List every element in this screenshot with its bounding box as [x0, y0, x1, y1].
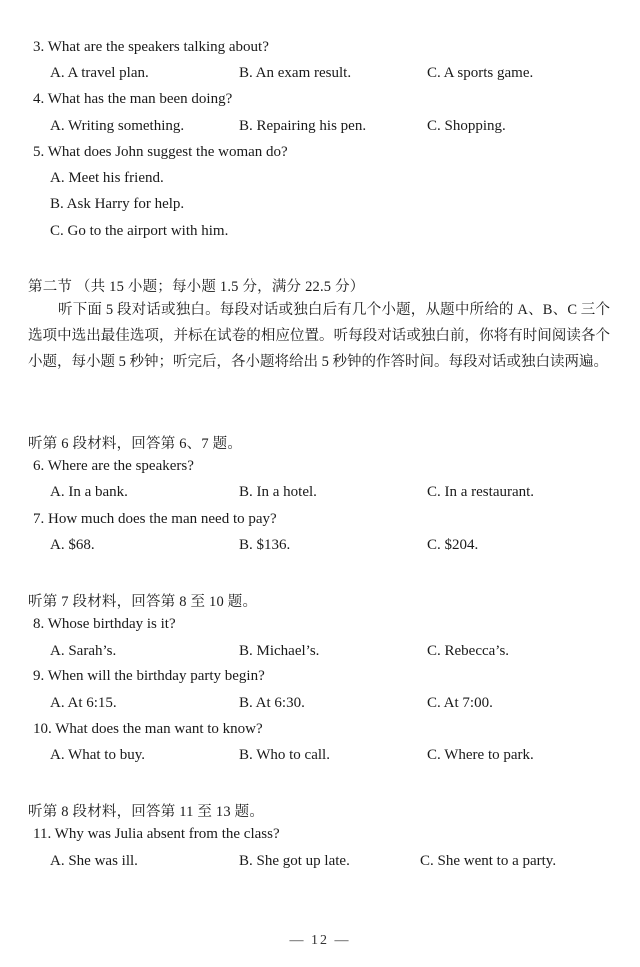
- option-a: A. A travel plan.: [50, 65, 149, 81]
- option-b: B. $136.: [239, 537, 291, 553]
- question-stem: 6. Where are the speakers?: [33, 458, 194, 474]
- option-b: B. Who to call.: [239, 747, 330, 763]
- option-c: C. Shopping.: [427, 118, 506, 134]
- group-intro: 听第 6 段材料，回答第 6、7 题。: [28, 436, 243, 452]
- option-c: C. She went to a party.: [420, 853, 557, 869]
- option-a: A. Writing something.: [50, 118, 185, 134]
- option-a: A. Sarah’s.: [50, 643, 117, 659]
- group-intro: 听第 7 段材料，回答第 8 至 10 题。: [28, 594, 258, 610]
- option-c: C. A sports game.: [427, 65, 534, 81]
- question-stem: 3. What are the speakers talking about?: [33, 39, 269, 55]
- question-stem: 7. How much does the man need to pay?: [33, 511, 277, 527]
- option-b: B. She got up late.: [239, 853, 350, 869]
- option-a: A. She was ill.: [50, 853, 138, 869]
- question-stem: 10. What does the man want to know?: [33, 721, 263, 737]
- option-c: C. Where to park.: [427, 747, 534, 763]
- option-b: B. An exam result.: [239, 65, 352, 81]
- question-stem: 4. What has the man been doing?: [33, 91, 233, 107]
- option-a: A. $68.: [50, 537, 95, 553]
- option-b: B. Ask Harry for help.: [50, 196, 185, 212]
- option-c: C. In a restaurant.: [427, 484, 535, 500]
- page-number: — 12 —: [289, 933, 351, 948]
- section-heading: 第二节 （共 15 小题；每小题 1.5 分，满分 22.5 分）: [28, 279, 365, 295]
- question-stem: 5. What does John suggest the woman do?: [33, 144, 288, 160]
- option-a: A. At 6:15.: [50, 695, 117, 711]
- option-a: A. What to buy.: [50, 747, 145, 763]
- group-intro: 听第 8 段材料，回答第 11 至 13 题。: [28, 804, 265, 820]
- option-b: B. In a hotel.: [239, 484, 317, 500]
- option-c: C. Rebecca’s.: [427, 643, 510, 659]
- option-c: C. At 7:00.: [427, 695, 493, 711]
- option-b: B. Michael’s.: [239, 643, 320, 659]
- option-c: C. Go to the airport with him.: [50, 223, 229, 239]
- section-instructions: 听下面 5 段对话或独白。每段对话或独白后有几个小题，从题中所给的 A、B、C 三个选项中选出最佳选项，并标在试卷的相应位置。听每段对话或独白前，你将有时间阅读各个小题，每小题 5 秒钟；听完后，各小题将给出 5 秒钟的作答时间。每段对话或独白读两遍。: [28, 302, 610, 370]
- option-a: A. Meet his friend.: [50, 170, 164, 186]
- option-b: B. Repairing his pen.: [239, 118, 367, 134]
- option-b: B. At 6:30.: [239, 695, 305, 711]
- option-a: A. In a bank.: [50, 484, 128, 500]
- question-stem: 8. Whose birthday is it?: [33, 616, 176, 632]
- option-c: C. $204.: [427, 537, 479, 553]
- question-stem: 9. When will the birthday party begin?: [33, 668, 265, 684]
- question-stem: 11. Why was Julia absent from the class?: [33, 826, 280, 842]
